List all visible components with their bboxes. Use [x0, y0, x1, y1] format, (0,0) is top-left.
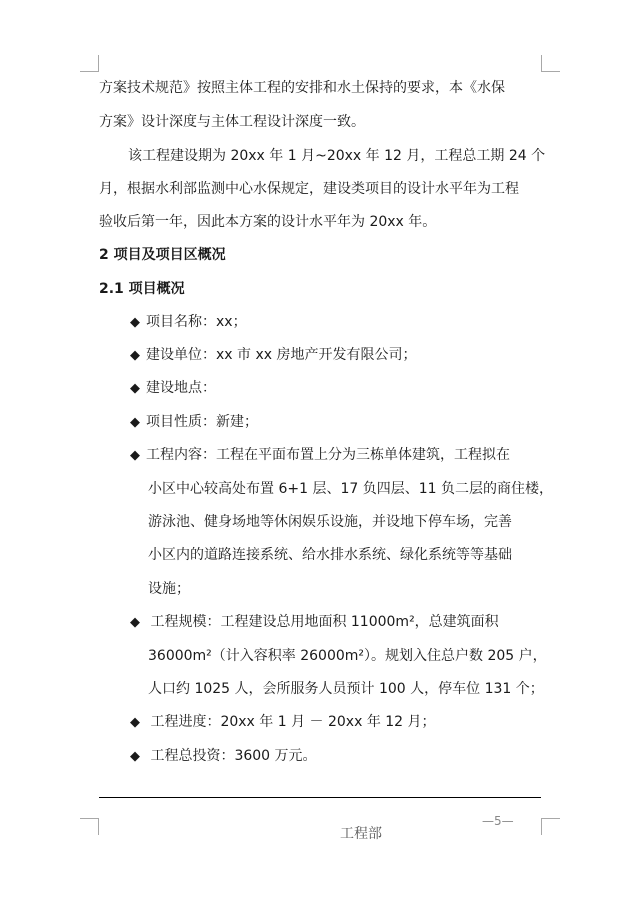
list-item-text: 工程规模：工程建设总用地面积 11000m²，总建筑面积 — [146, 614, 499, 630]
crop-mark-top-right — [541, 55, 542, 72]
list-item-content-line2: 小区中心较高处布置 6+1 层、17 负四层、11 负二层的商住楼， — [148, 481, 553, 497]
list-item-scale-line2: 36000m²（计入容积率 26000m²）。规划入住总户数 205 户， — [148, 648, 547, 664]
list-item-text: 建设单位：xx 市 xx 房地产开发有限公司； — [146, 347, 417, 363]
crop-mark-bottom-left — [98, 818, 99, 835]
diamond-bullet-icon: ◆ — [130, 615, 140, 630]
crop-mark-top-left — [98, 55, 99, 72]
crop-mark-bottom-right-h — [541, 818, 560, 819]
list-item-text: 项目名称：xx； — [146, 314, 247, 330]
list-item-scale-line3: 人口约 1025 人，会所服务人员预计 100 人，停车位 131 个； — [148, 681, 544, 697]
diamond-bullet-icon: ◆ — [130, 381, 140, 396]
diamond-bullet-icon: ◆ — [130, 348, 140, 363]
diamond-bullet-icon: ◆ — [130, 448, 140, 463]
subsection-heading: 2.1 项目概况 — [99, 281, 185, 297]
list-item-site — [130, 378, 575, 399]
list-item-text: 工程总投资：3600 万元。 — [146, 748, 317, 764]
section-heading: 2 项目及项目区概况 — [99, 247, 226, 263]
para2-line3: 验收后第一年，因此本方案的设计水平年为 20xx 年。 — [99, 214, 437, 230]
para1-line1: 方案技术规范》按照主体工程的安排和水土保持的要求，本《水保 — [99, 80, 505, 96]
list-item-investment — [130, 746, 575, 767]
list-item-content — [130, 445, 575, 466]
list-item-content-line5: 设施； — [148, 581, 190, 597]
diamond-bullet-icon: ◆ — [130, 315, 140, 330]
list-item-name — [130, 312, 575, 333]
list-item-scale — [130, 612, 575, 633]
diamond-bullet-icon: ◆ — [130, 749, 140, 764]
para1-line2: 方案》设计深度与主体工程设计深度一致。 — [99, 114, 365, 130]
list-item-text: 项目性质：新建； — [146, 414, 258, 430]
para2-line2: 月，根据水利部监测中心水保规定，建设类项目的设计水平年为工程 — [99, 181, 519, 197]
list-item-text: 工程内容：工程在平面布置上分为三栋单体建筑，工程拟在 — [146, 447, 510, 463]
page-number: —5— — [482, 814, 514, 828]
footer-text: 工程部 — [340, 826, 382, 842]
diamond-bullet-icon: ◆ — [130, 715, 140, 730]
footer-rule — [99, 797, 541, 798]
list-item-unit — [130, 345, 575, 366]
list-item-content-line4: 小区内的道路连接系统、给水排水系统、绿化系统等等基础 — [148, 547, 512, 563]
crop-mark-top-left-h — [80, 71, 99, 72]
crop-mark-bottom-left-h — [80, 818, 99, 819]
crop-mark-bottom-right — [541, 818, 542, 835]
crop-mark-top-right-h — [541, 71, 560, 72]
list-item-text: 工程进度：20xx 年 1 月 － 20xx 年 12 月； — [146, 714, 436, 730]
para2-line1: 该工程建设期为 20xx 年 1 月~20xx 年 12 月，工程总工期 24 个 — [128, 148, 546, 164]
list-item-content-line3: 游泳池、健身场地等休闲娱乐设施，并设地下停车场，完善 — [148, 514, 512, 530]
diamond-bullet-icon: ◆ — [130, 415, 140, 430]
list-item-text: 建设地点： — [146, 380, 216, 396]
list-item-schedule — [130, 712, 575, 733]
list-item-nature — [130, 412, 575, 433]
